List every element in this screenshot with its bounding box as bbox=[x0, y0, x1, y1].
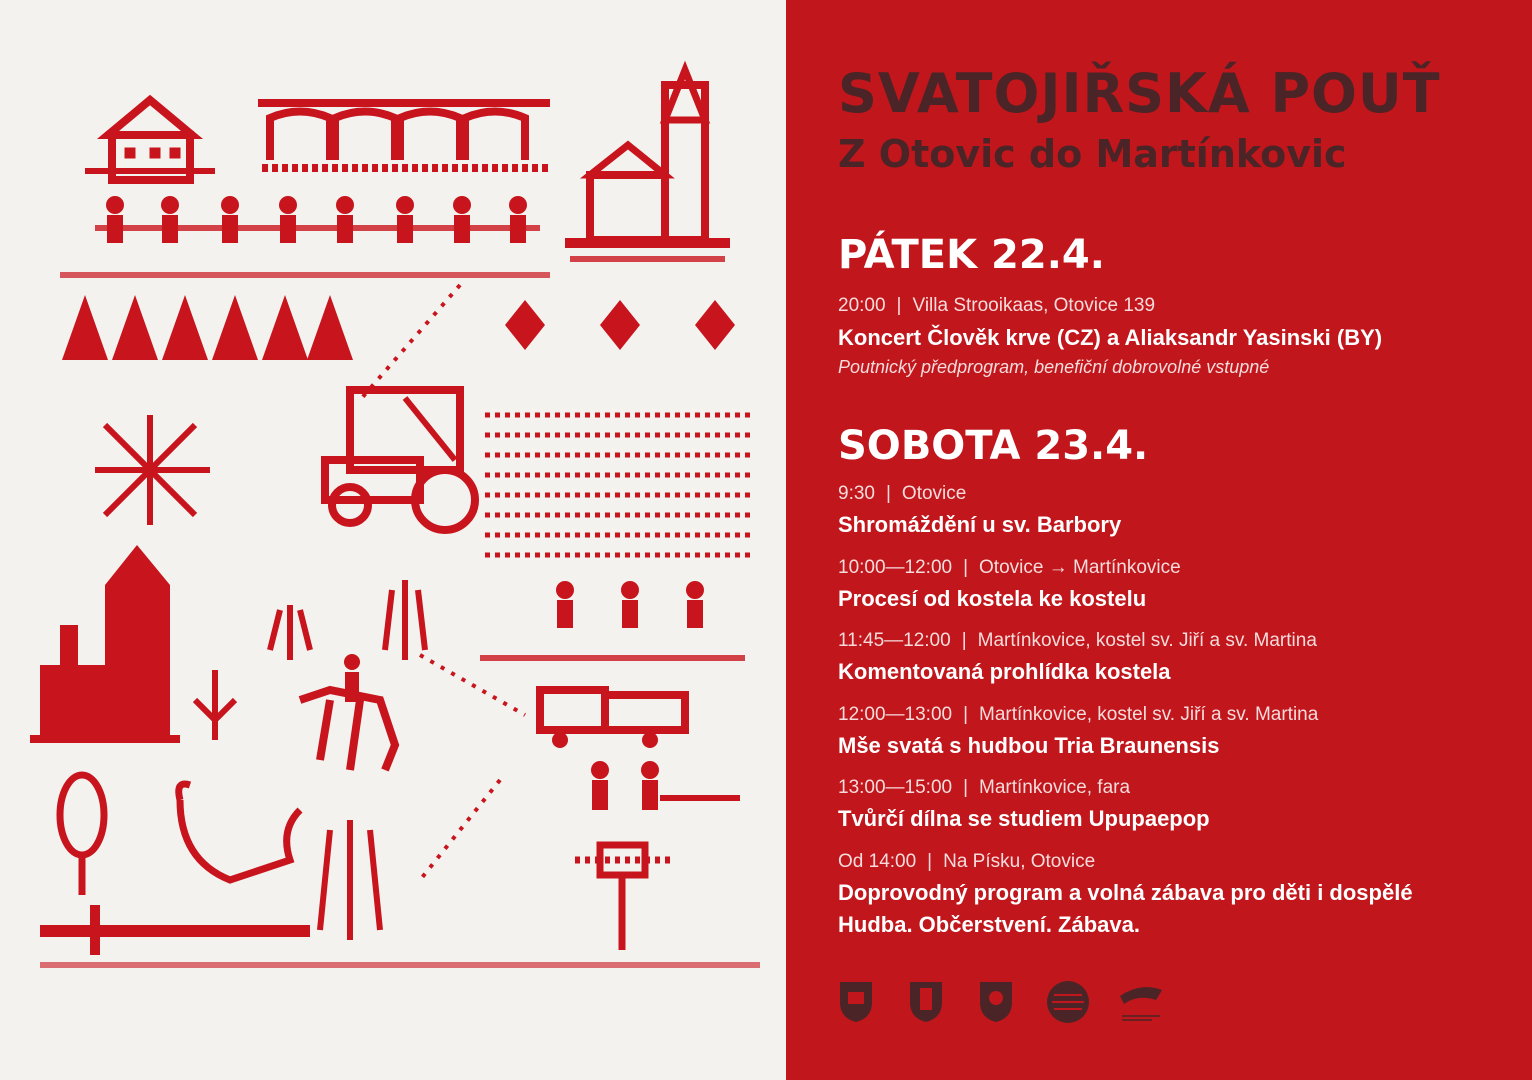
coat-of-arms-icon bbox=[978, 980, 1014, 1024]
event-meta bbox=[838, 295, 1155, 317]
day-heading-friday: PÁTEK 22.4. bbox=[838, 232, 1105, 278]
event-note: Poutnický předprogram, benefiční dobrovolné vstupné bbox=[838, 357, 1270, 377]
event-meta bbox=[838, 704, 1318, 726]
event-place: Martínkovice, fara bbox=[979, 777, 1131, 798]
event-time: 12:00—13:00 bbox=[838, 704, 953, 725]
event-time: 11:45—12:00 bbox=[838, 630, 951, 651]
day-heading-saturday: SOBOTA 23.4. bbox=[838, 423, 1149, 469]
separator: | bbox=[927, 851, 933, 872]
page-title: SVATOJIŘSKÁ POUŤ bbox=[838, 62, 1441, 125]
event-title-line2: Hudba. Občerstvení. Zábava. bbox=[838, 912, 1140, 937]
flag-logo-icon bbox=[1116, 980, 1166, 1024]
event-meta bbox=[838, 777, 1130, 799]
event-time: 13:00—15:00 bbox=[838, 777, 953, 798]
program-panel bbox=[786, 0, 1532, 1080]
separator: | bbox=[961, 630, 967, 651]
event-title: Shromáždění u sv. Barbory bbox=[838, 512, 1122, 537]
separator: | bbox=[963, 777, 969, 798]
round-seal-icon bbox=[1046, 980, 1090, 1024]
event-place: Martínkovice, kostel sv. Jiří a sv. Martina bbox=[979, 704, 1319, 725]
separator: | bbox=[896, 295, 902, 316]
event-title: Tvůrčí dílna se studiem Upupaepop bbox=[838, 806, 1210, 831]
separator: | bbox=[963, 704, 969, 725]
event-meta bbox=[838, 483, 966, 505]
separator: | bbox=[885, 483, 891, 504]
page-subtitle: Z Otovic do Martínkovic bbox=[838, 132, 1347, 176]
event-place: Martínkovice, kostel sv. Jiří a sv. Martina bbox=[977, 630, 1317, 651]
event-place: Villa Strooikaas, Otovice 139 bbox=[912, 295, 1156, 316]
event-title: Mše svatá s hudbou Tria Braunensis bbox=[838, 733, 1220, 758]
event-title: Procesí od kostela ke kostelu bbox=[838, 586, 1147, 611]
event-meta bbox=[838, 851, 1095, 873]
event-place: Otovice → Martínkovice bbox=[979, 557, 1181, 578]
event-time: 10:00—12:00 bbox=[838, 557, 953, 578]
event-place: Na Písku, Otovice bbox=[943, 851, 1096, 872]
coat-of-arms-icon bbox=[908, 980, 944, 1024]
event-title: Komentovaná prohlídka kostela bbox=[838, 659, 1171, 684]
separator: | bbox=[963, 557, 969, 578]
event-title: Koncert Člověk krve (CZ) a Aliaksandr Yasinski (BY) bbox=[838, 325, 1383, 350]
event-meta bbox=[838, 557, 1181, 579]
event-meta bbox=[838, 630, 1317, 652]
event-title: Doprovodný program a volná zábava pro děti i dospělé bbox=[838, 880, 1413, 905]
event-place: Otovice bbox=[901, 483, 967, 504]
event-time: Od 14:00 bbox=[838, 851, 917, 872]
event-time: 20:00 bbox=[838, 295, 886, 316]
coat-of-arms-icon bbox=[838, 980, 874, 1024]
event-time: 9:30 bbox=[838, 483, 875, 504]
